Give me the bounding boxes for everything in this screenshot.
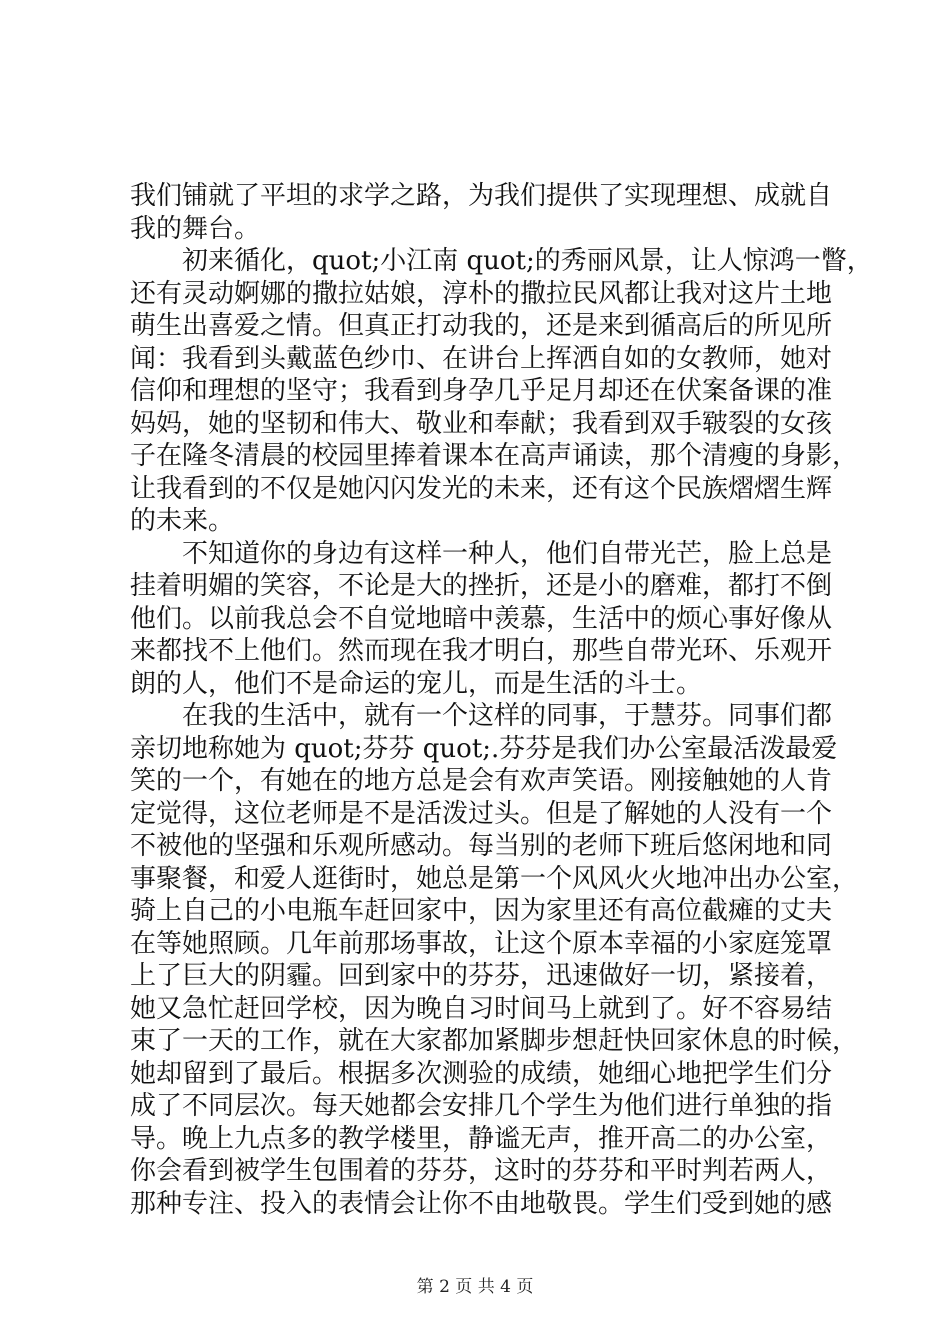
paragraph-3 bbox=[130, 538, 833, 701]
text-line: 不被他的坚强和乐观所感动。每当别的老师下班后悠闲地和同 bbox=[130, 831, 833, 861]
text-line: 导。晚上九点多的教学楼里，静谧无声，推开高二的办公室， bbox=[130, 1123, 833, 1154]
text-line: 在我的生活中，就有一个这样的同事，于慧芬。同事们都 bbox=[130, 701, 833, 731]
text-line: 不知道你的身边有这样一种人，他们自带光芒，脸上总是 bbox=[130, 538, 833, 569]
text-line: 闻：我看到头戴蓝色纱巾、在讲台上挥洒自如的女教师，她对 bbox=[130, 343, 833, 374]
page-footer bbox=[0, 1272, 950, 1297]
paragraph-4 bbox=[130, 700, 859, 1220]
body-text bbox=[130, 180, 873, 1220]
text-line: 定觉得，这位老师是不是活泼过头。但是了解她的人没有一个 bbox=[130, 798, 833, 829]
text-line: 事聚餐，和爱人逛街时，她总是第一个风风火火地冲出办公室， bbox=[130, 863, 859, 894]
text-line: 成了不同层次。每天她都会安排几个学生为他们进行单独的指 bbox=[130, 1091, 833, 1121]
text-line: 来都找不上他们。然而现在我才明白，那些自带光环、乐观开 bbox=[130, 636, 833, 666]
text-line: 信仰和理想的坚守；我看到身孕几乎足月却还在伏案备课的准 bbox=[130, 376, 833, 406]
paragraph-1 bbox=[130, 180, 833, 245]
text-line: 她却留到了最后。根据多次测验的成绩，她细心地把学生们分 bbox=[130, 1058, 833, 1089]
text-line: 萌生出喜爱之情。但真正打动我的，还是来到循高后的所见所 bbox=[130, 311, 833, 341]
text-line: 你会看到被学生包围着的芬芬，这时的芬芬和平时判若两人， bbox=[130, 1156, 833, 1186]
text-line: 她又急忙赶回学校，因为晚自习时间马上就到了。好不容易结 bbox=[130, 993, 833, 1024]
text-line: 妈妈，她的坚韧和伟大、敬业和奉献；我看到双手皲裂的女孩 bbox=[130, 408, 833, 439]
text-line: 在等她照顾。几年前那场事故，让这个原本幸福的小家庭笼罩 bbox=[130, 928, 833, 959]
text-line: 初来循化，quot;小江南 quot;的秀丽风景，让人惊鸿一瞥， bbox=[130, 246, 873, 276]
paragraph-2 bbox=[130, 245, 873, 538]
text-line: 让我看到的不仅是她闪闪发光的未来，还有这个民族熠熠生辉 bbox=[130, 473, 833, 504]
text-line: 上了巨大的阴霾。回到家中的芬芬，迅速做好一切，紧接着， bbox=[130, 961, 833, 991]
text-line: 挂着明媚的笑容，不论是大的挫折，还是小的磨难，都打不倒 bbox=[130, 571, 833, 601]
text-line: 我们铺就了平坦的求学之路，为我们提供了实现理想、成就自 bbox=[130, 181, 833, 211]
text-line: 还有灵动婀娜的撒拉姑娘，淳朴的撒拉民风都让我对这片土地 bbox=[130, 278, 833, 309]
page-number-label: 第 2 页 共 4 页 bbox=[416, 1277, 534, 1297]
text-line: 笑的一个，有她在的地方总是会有欢声笑语。刚接触她的人肯 bbox=[130, 766, 833, 796]
text-line: 束了一天的工作，就在大家都加紧脚步想赶快回家休息的时候， bbox=[130, 1026, 859, 1056]
text-line: 的未来。 bbox=[130, 506, 235, 536]
text-line: 子在隆冬清晨的校园里捧着课本在高声诵读，那个清瘦的身影， bbox=[130, 441, 859, 471]
text-line: 那种专注、投入的表情会让你不由地敬畏。学生们受到她的感 bbox=[130, 1188, 833, 1219]
text-line: 亲切地称她为 quot;芬芬 quot;.芬芬是我们办公室最活泼最爱 bbox=[130, 733, 838, 764]
text-line: 他们。以前我总会不自觉地暗中羡慕，生活中的烦心事好像从 bbox=[130, 603, 833, 634]
text-line: 骑上自己的小电瓶车赶回家中，因为家里还有高位截瘫的丈夫 bbox=[130, 896, 833, 926]
text-line: 朗的人，他们不是命运的宠儿，而是生活的斗士。 bbox=[130, 668, 703, 699]
text-line: 我的舞台。 bbox=[130, 213, 261, 244]
